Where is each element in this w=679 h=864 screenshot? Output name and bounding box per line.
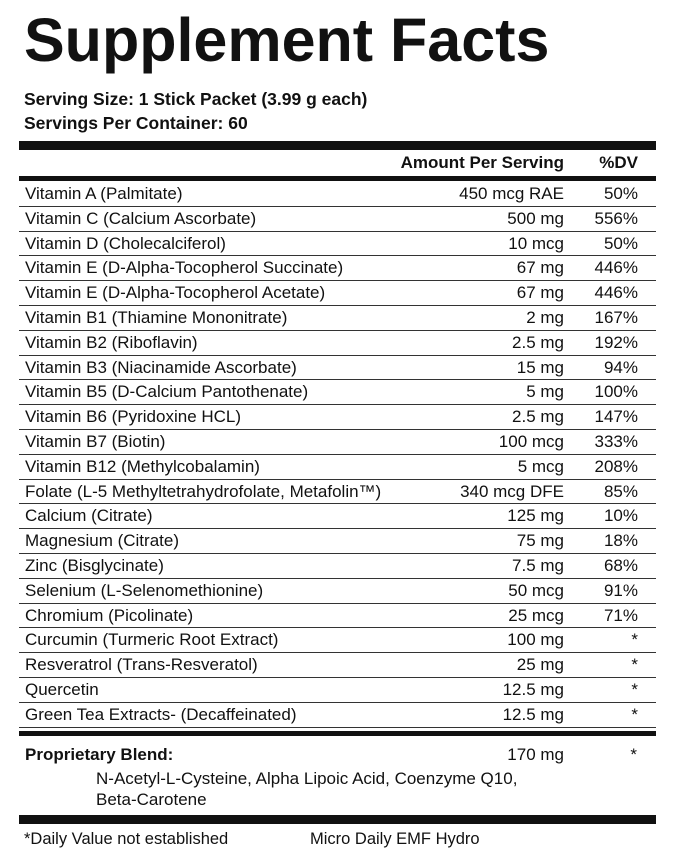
table-row — [19, 405, 656, 430]
nutrient-amount: 100 mg — [507, 630, 564, 650]
nutrient-table — [19, 182, 656, 728]
dv-header: %DV — [599, 153, 638, 172]
top-thick-rule — [19, 141, 656, 150]
nutrient-dv: 18% — [603, 531, 638, 551]
table-row — [19, 504, 656, 529]
table-row — [19, 579, 656, 604]
nutrient-dv: 446% — [594, 258, 638, 278]
amount-per-serving-header: Amount Per Serving — [400, 153, 564, 172]
table-row — [19, 331, 656, 356]
proprietary-blend-label: Proprietary Blend: — [25, 745, 174, 764]
table-row — [19, 306, 656, 331]
table-row — [19, 256, 656, 281]
nutrient-name: Vitamin E (D-Alpha-Tocopherol Acetate) — [25, 283, 326, 303]
nutrient-name: Vitamin B1 (Thiamine Mononitrate) — [25, 307, 288, 327]
nutrient-name: Magnesium (Citrate) — [25, 531, 179, 551]
nutrient-dv: * — [631, 679, 638, 699]
proprietary-blend-dv: * — [630, 745, 637, 764]
nutrient-name: Vitamin B5 (D-Calcium Pantothenate) — [25, 382, 309, 402]
proprietary-blend-amount: 170 mg — [507, 745, 564, 764]
table-row — [19, 604, 656, 629]
nutrient-dv: 68% — [603, 555, 638, 575]
nutrient-amount: 450 mcg RAE — [459, 184, 564, 203]
nutrient-name: Folate (L-5 Methyltetrahydrofolate, Metafolin™) — [25, 481, 382, 501]
table-row — [19, 281, 656, 306]
nutrient-amount: 12.5 mg — [502, 679, 564, 699]
product-name: Micro Daily EMF Hydro — [310, 830, 480, 848]
nutrient-dv: 167% — [594, 307, 638, 327]
table-row — [19, 653, 656, 678]
nutrient-amount: 500 mg — [507, 208, 564, 228]
daily-value-note: *Daily Value not established — [24, 830, 229, 848]
nutrient-dv: 556% — [594, 208, 638, 228]
proprietary-blend-ingredients-line1: N-Acetyl-L-Cysteine, Alpha Lipoic Acid, Coenzyme Q10, — [96, 769, 518, 788]
nutrient-amount: 25 mcg — [508, 605, 564, 625]
servings-per-container: Servings Per Container: 60 — [24, 113, 248, 133]
nutrient-amount: 125 mg — [507, 506, 564, 526]
table-row — [19, 182, 656, 207]
nutrient-amount: 75 mg — [516, 531, 564, 551]
nutrient-amount: 5 mcg — [517, 456, 564, 476]
nutrient-dv: 91% — [603, 580, 638, 600]
proprietary-blend-ingredients-line2: Beta-Carotene — [96, 790, 207, 809]
nutrient-dv: 192% — [594, 332, 638, 352]
table-row — [19, 529, 656, 554]
nutrient-name: Calcium (Citrate) — [25, 506, 153, 526]
header-rule — [19, 176, 656, 181]
nutrient-amount: 5 mg — [526, 382, 564, 402]
nutrient-amount: 7.5 mg — [512, 555, 564, 575]
nutrient-name: Green Tea Extracts- (Decaffeinated) — [25, 704, 297, 724]
table-row — [19, 430, 656, 455]
bottom-thick-rule — [19, 815, 656, 824]
nutrient-dv: 446% — [594, 283, 638, 303]
nutrient-amount: 2.5 mg — [512, 407, 564, 427]
table-row — [19, 554, 656, 579]
nutrient-name: Zinc (Bisglycinate) — [25, 555, 164, 575]
nutrient-name: Vitamin B12 (Methylcobalamin) — [25, 456, 260, 476]
nutrient-dv: 147% — [594, 407, 638, 427]
nutrient-dv: 100% — [594, 382, 638, 402]
label-title: Supplement Facts — [24, 6, 550, 74]
nutrient-name: Chromium (Picolinate) — [25, 605, 194, 625]
nutrient-dv: * — [631, 630, 638, 650]
nutrient-dv: 50% — [603, 233, 638, 253]
table-row — [19, 207, 656, 232]
nutrient-name: Vitamin A (Palmitate) — [25, 184, 183, 203]
nutrient-name: Curcumin (Turmeric Root Extract) — [25, 630, 279, 650]
nutrient-dv: 208% — [594, 456, 638, 476]
table-row — [19, 628, 656, 653]
nutrient-amount: 340 mcg DFE — [460, 481, 564, 501]
nutrient-amount: 25 mg — [516, 655, 564, 675]
nutrient-name: Vitamin C (Calcium Ascorbate) — [25, 208, 257, 228]
nutrient-amount: 2 mg — [526, 307, 564, 327]
nutrient-dv: * — [631, 704, 638, 724]
nutrient-dv: 71% — [603, 605, 638, 625]
table-row — [19, 232, 656, 257]
nutrient-name: Vitamin D (Cholecalciferol) — [25, 233, 226, 253]
nutrient-dv: 85% — [603, 481, 638, 501]
nutrient-name: Quercetin — [25, 679, 99, 699]
nutrient-amount: 50 mcg — [508, 580, 564, 600]
blend-top-rule — [19, 731, 656, 736]
nutrient-name: Vitamin B6 (Pyridoxine HCL) — [25, 407, 242, 427]
nutrient-name: Selenium (L-Selenomethionine) — [25, 580, 264, 600]
table-row — [19, 455, 656, 480]
nutrient-dv: 94% — [603, 357, 638, 377]
nutrient-amount: 100 mcg — [498, 431, 564, 451]
nutrient-amount: 67 mg — [516, 258, 564, 278]
nutrient-dv: 10% — [603, 506, 638, 526]
nutrient-name: Vitamin B3 (Niacinamide Ascorbate) — [25, 357, 297, 377]
nutrient-name: Vitamin B7 (Biotin) — [25, 431, 166, 451]
nutrient-name: Vitamin E (D-Alpha-Tocopherol Succinate) — [25, 258, 344, 278]
table-row — [19, 480, 656, 505]
nutrient-amount: 15 mg — [516, 357, 564, 377]
nutrient-dv: * — [631, 655, 638, 675]
nutrient-amount: 2.5 mg — [512, 332, 564, 352]
table-row — [19, 356, 656, 381]
nutrient-amount: 67 mg — [516, 283, 564, 303]
serving-size: Serving Size: 1 Stick Packet (3.99 g each) — [24, 89, 368, 109]
nutrient-dv: 333% — [594, 431, 638, 451]
nutrient-dv: 50% — [603, 184, 638, 203]
nutrient-name: Vitamin B2 (Riboflavin) — [25, 332, 198, 352]
nutrient-amount: 10 mcg — [508, 233, 564, 253]
table-row — [19, 703, 656, 728]
nutrient-name: Resveratrol (Trans-Resveratol) — [25, 655, 258, 675]
table-row — [19, 380, 656, 405]
table-row — [19, 678, 656, 703]
nutrient-amount: 12.5 mg — [502, 704, 564, 724]
